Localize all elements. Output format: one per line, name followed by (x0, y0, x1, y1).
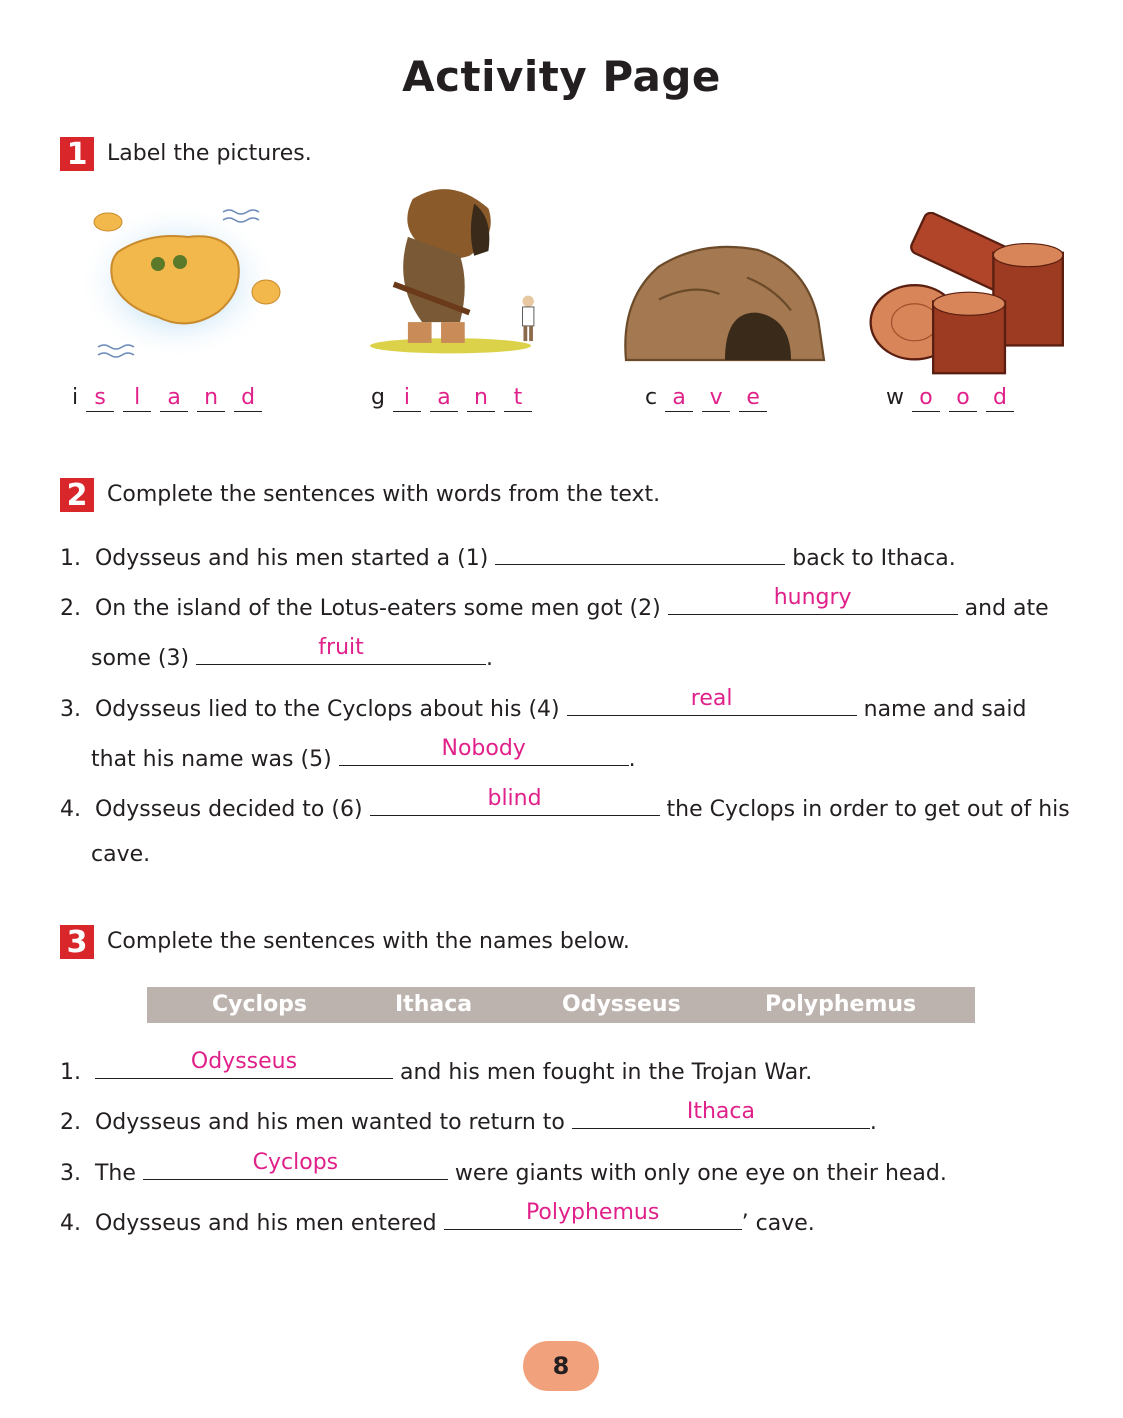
first-letter: i (72, 385, 79, 410)
text: . (869, 1110, 877, 1135)
section-3-instruction: Complete the sentences with the names below. (107, 929, 630, 954)
page-title: Activity Page (402, 52, 721, 101)
letter-slot[interactable]: d (986, 385, 1014, 412)
text: 4. Odysseus decided to (6) (60, 797, 370, 822)
name-bank-item: Odysseus (562, 992, 681, 1017)
first-letter: w (886, 385, 904, 410)
letter-slot[interactable]: n (197, 385, 225, 412)
s2-sentence-3b (91, 736, 636, 776)
answer-blank[interactable]: blind (370, 789, 660, 816)
text: ’ cave. (741, 1211, 815, 1236)
text: 1. (60, 1060, 95, 1085)
letter-slot[interactable]: o (949, 385, 977, 412)
first-letter: g (371, 385, 385, 410)
s3-sentence-1 (60, 1049, 813, 1089)
s2-sentence-4b (91, 839, 150, 871)
section-3-number: 3 (60, 925, 94, 959)
text: 4. Odysseus and his men entered (60, 1211, 444, 1236)
letter-slot[interactable]: a (430, 385, 458, 412)
s2-sentence-1 (60, 538, 956, 575)
text: name and said (856, 697, 1027, 722)
s3-sentence-2 (60, 1099, 877, 1139)
answer-blank[interactable]: Ithaca (572, 1102, 870, 1129)
letter-slot[interactable]: e (739, 385, 767, 412)
label-wood (886, 383, 1023, 413)
letter-slot[interactable]: o (912, 385, 940, 412)
section-2-number: 2 (60, 478, 94, 512)
s2-sentence-2 (60, 585, 1049, 625)
s3-sentence-3 (60, 1150, 947, 1190)
letter-slot[interactable]: i (393, 385, 421, 412)
text: some (3) (91, 646, 197, 671)
letter-slot[interactable]: n (467, 385, 495, 412)
text: 1. Odysseus and his men started a (1) (60, 546, 496, 571)
text: 2. Odysseus and his men wanted to return to (60, 1110, 572, 1135)
text: and his men fought in the Trojan War. (392, 1060, 813, 1085)
text: . (486, 646, 494, 671)
answer-blank[interactable]: real (567, 689, 857, 716)
letter-slot[interactable]: s (86, 385, 114, 412)
s2-sentence-4 (60, 786, 1070, 826)
letter-slot[interactable]: t (504, 385, 532, 412)
letter-slot[interactable]: d (234, 385, 262, 412)
name-bank-item: Ithaca (395, 992, 473, 1017)
answer-blank[interactable] (495, 538, 785, 565)
text: were giants with only one eye on their head. (447, 1161, 947, 1186)
answer-blank[interactable]: fruit (196, 638, 486, 665)
text: cave. (91, 842, 151, 867)
first-letter: c (645, 385, 658, 410)
s2-sentence-2b (91, 635, 494, 675)
answer-blank[interactable]: Polyphemus (444, 1203, 742, 1230)
name-bank (147, 987, 975, 1023)
cave-picture (615, 215, 835, 395)
wood-picture (866, 212, 1086, 392)
letter-slot[interactable]: a (160, 385, 188, 412)
text: and ate (957, 596, 1049, 621)
letter-slot[interactable]: a (665, 385, 693, 412)
text: 3. The (60, 1161, 143, 1186)
text: that his name was (5) (91, 747, 339, 772)
name-bank-item: Polyphemus (765, 992, 917, 1017)
label-island (72, 383, 271, 413)
answer-blank[interactable]: Cyclops (143, 1153, 448, 1180)
section-1-number: 1 (60, 137, 94, 171)
s3-sentence-4 (60, 1200, 815, 1240)
island-picture (78, 192, 298, 372)
section-2-instruction: Complete the sentences with words from the text. (107, 482, 661, 507)
section-1-instruction: Label the pictures. (107, 141, 312, 166)
letter-slot[interactable]: l (123, 385, 151, 412)
text: the Cyclops in order to get out of his (659, 797, 1070, 822)
text: back to Ithaca. (785, 546, 956, 571)
text: 3. Odysseus lied to the Cyclops about his (4) (60, 697, 567, 722)
answer-blank[interactable]: Nobody (339, 739, 629, 766)
answer-blank[interactable]: hungry (668, 588, 958, 615)
giant-picture (350, 180, 570, 360)
s2-sentence-3 (60, 686, 1027, 726)
text: 2. On the island of the Lotus-eaters some men got (2) (60, 596, 668, 621)
text: . (628, 747, 636, 772)
label-giant (371, 383, 541, 413)
label-cave (645, 383, 776, 413)
answer-blank[interactable]: Odysseus (95, 1052, 393, 1079)
name-bank-item: Cyclops (212, 992, 308, 1017)
letter-slot[interactable]: v (702, 385, 730, 412)
page-number: 8 (523, 1341, 599, 1391)
